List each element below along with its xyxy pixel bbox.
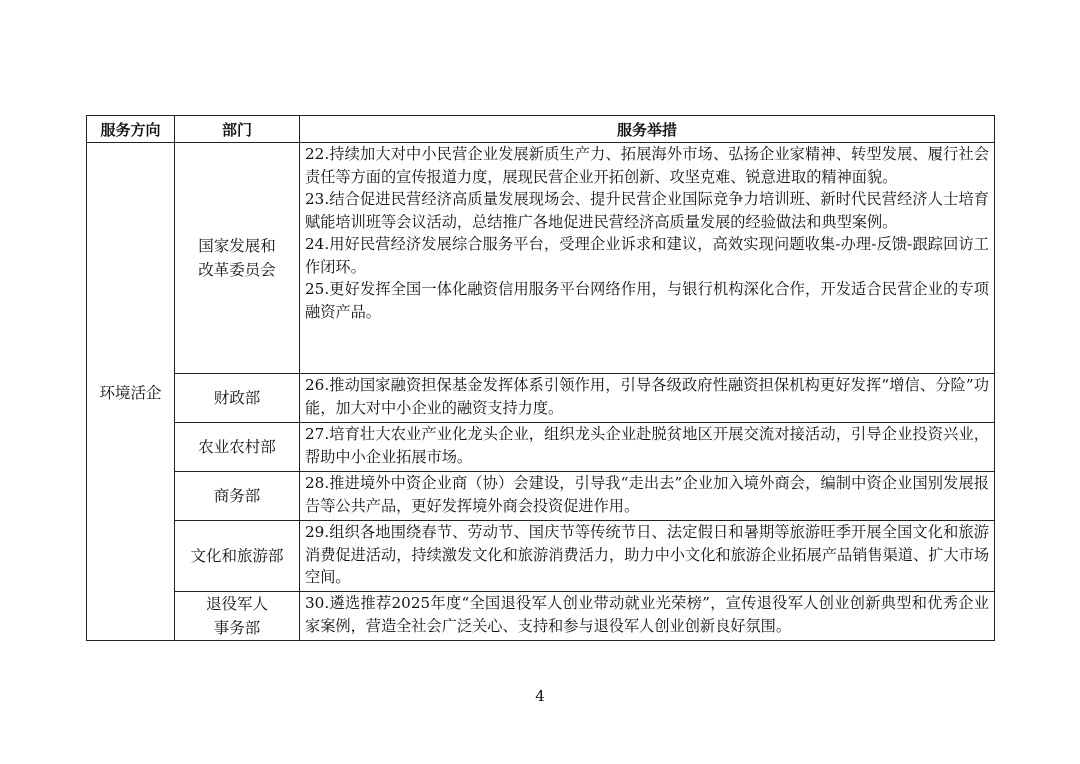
measure-item: 29.组织各地围绕春节、劳动节、国庆节等传统节日、法定假日和暑期等旅游旺季开展全国文化和旅游消费促进活动，持续激发文化和旅游消费活力，助力中小文化和旅游企业拓展产品销售渠道、扩大市场空间。	[305, 523, 989, 586]
department-name: 商务部	[213, 487, 261, 505]
department-name: 国家发展和	[198, 237, 276, 255]
department-name: 农业农村部	[198, 438, 276, 456]
department-cell	[175, 592, 300, 641]
measure-item: 28.推进境外中资企业商（协）会建设，引导我“走出去”企业加入境外商会，编制中资企业国别发展报告等公共产品，更好发挥境外商会投资促进作用。	[305, 474, 989, 515]
department-name: 财政部	[213, 389, 261, 407]
table-row	[87, 472, 995, 521]
table-row	[87, 592, 995, 641]
department-cell	[175, 472, 300, 521]
department-name: 文化和旅游部	[190, 547, 284, 565]
measure-item: 23.结合促进民营经济高质量发展现场会、提升民营企业国际竞争力培训班、新时代民营经济人士培育赋能培训班等会议活动，总结推广各地促进民营经济高质量发展的经验做法和典型案例。	[305, 190, 989, 231]
measure-item: 27.培育壮大农业产业化龙头企业，组织龙头企业赴脱贫地区开展交流对接活动，引导企业投资兴业，帮助中小企业拓展市场。	[305, 425, 989, 466]
department-name: 退役军人	[205, 595, 268, 613]
measures-cell	[300, 521, 995, 592]
measure-item: 24.用好民营经济发展综合服务平台，受理企业诉求和建议，高效实现问题收集-办理-反馈-跟踪回访工作闭环。	[305, 235, 989, 276]
header-service-direction: 服务方向	[87, 116, 175, 143]
header-department: 部门	[175, 116, 300, 143]
department-cell	[175, 521, 300, 592]
department-cell	[175, 143, 300, 374]
department-cell	[175, 423, 300, 472]
header-service-measures: 服务举措	[300, 116, 995, 143]
measure-item: 22.持续加大对中小民营企业发展新质生产力、拓展海外市场、弘扬企业家精神、转型发展、履行社会责任等方面的宣传报道力度，展现民营企业开拓创新、攻坚克难、锐意进取的精神面貌。	[305, 145, 989, 186]
measures-cell	[300, 143, 995, 374]
measure-item: 26.推动国家融资担保基金发挥体系引领作用，引导各级政府性融资担保机构更好发挥“增信、分险”功能，加大对中小企业的融资支持力度。	[305, 376, 989, 417]
table-row	[87, 374, 995, 423]
measures-cell	[300, 423, 995, 472]
measures-cell	[300, 592, 995, 641]
service-measures-table	[86, 115, 995, 641]
table-header-row	[87, 116, 995, 143]
measures-cell	[300, 374, 995, 423]
measure-item: 25.更好发挥全国一体化融资信用服务平台网络作用，与银行机构深化合作，开发适合民营企业的专项融资产品。	[305, 280, 989, 321]
measure-item: 30.遴选推荐2025年度“全国退役军人创业带动就业光荣榜”，宣传退役军人创业创新典型和优秀企业家案例，营造全社会广泛关心、支持和参与退役军人创业创新良好氛围。	[305, 594, 989, 635]
department-name: 改革委员会	[198, 261, 276, 279]
service-direction-cell: 环境活企	[87, 143, 175, 641]
table-row	[87, 423, 995, 472]
department-name: 事务部	[213, 619, 261, 637]
page-number: 4	[535, 687, 545, 705]
measures-cell	[300, 472, 995, 521]
table-row	[87, 143, 995, 374]
department-cell	[175, 374, 300, 423]
table-row	[87, 521, 995, 592]
